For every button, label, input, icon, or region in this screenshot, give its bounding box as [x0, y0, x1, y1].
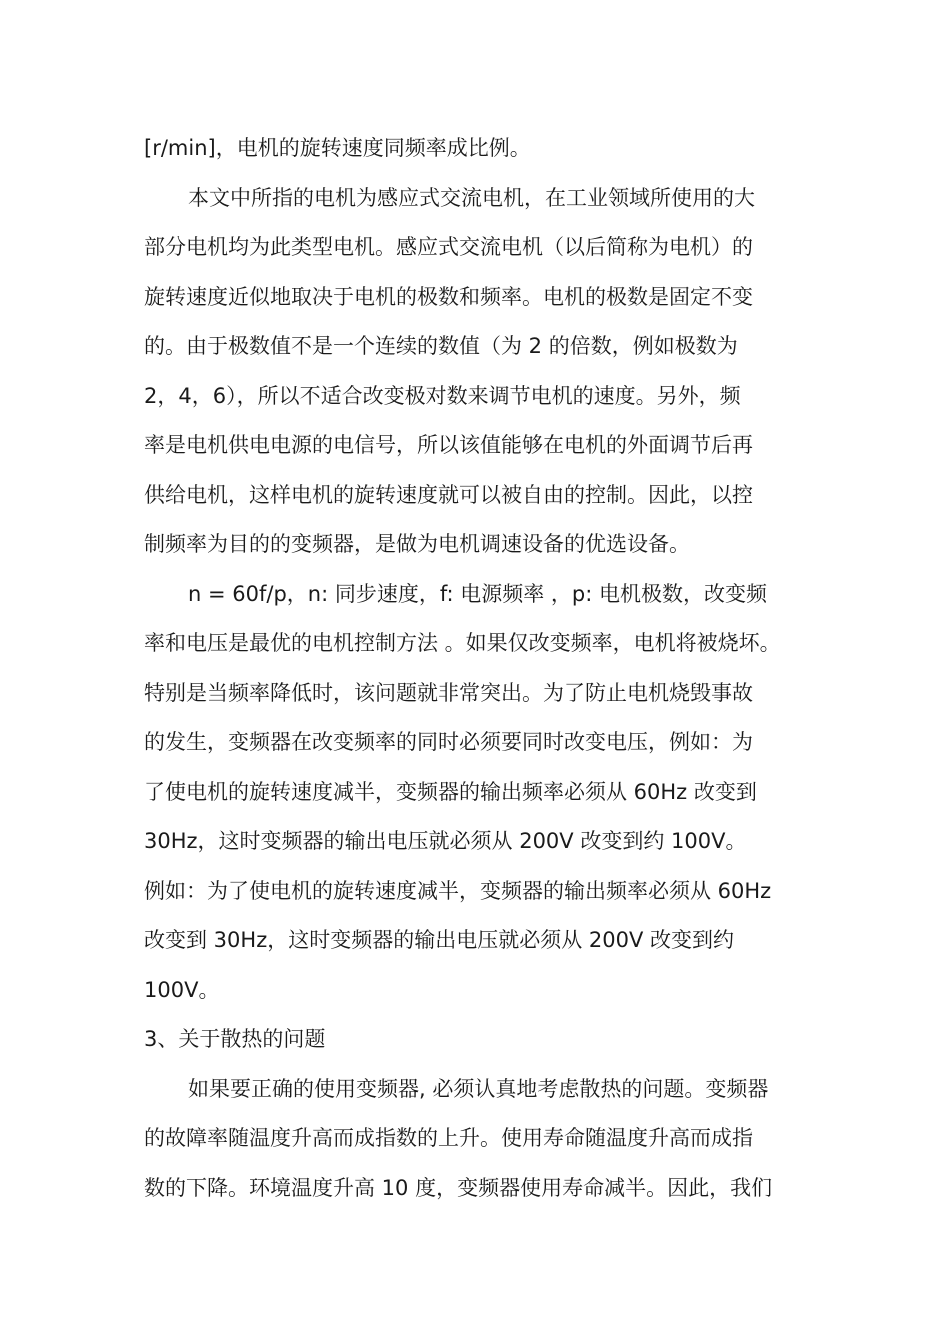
text-line-17: 改变到 30Hz，这时变频器的输出电压就必须从 200V 改变到约	[144, 928, 735, 952]
text-line-10: n = 60f/p，n: 同步速度，f: 电源频率 ，p: 电机极数，改变频	[188, 581, 767, 606]
text-line-4: 旋转速度近似地取决于电机的极数和频率。电机的极数是固定不变	[144, 284, 753, 309]
text-line-13: 的发生，变频器在改变频率的同时必须要同时改变电压，例如：为	[144, 730, 753, 754]
text-line-1: [r/min]，电机的旋转速度同频率成比例。	[144, 136, 531, 160]
text-line-20: 如果要正确的使用变频器, 必须认真地考虑散热的问题。变频器	[188, 1076, 769, 1101]
text-line-6: 2，4，6），所以不适合改变极对数来调节电机的速度。另外，频	[144, 383, 741, 408]
text-line-18: 100V。	[144, 977, 220, 1002]
text-line-8: 供给电机，这样电机的旋转速度就可以被自由的控制。因此，以控	[144, 482, 753, 507]
text-line-9: 制频率为目的的变频器，是做为电机调速设备的优选设备。	[144, 532, 690, 556]
text-line-7: 率是电机供电电源的电信号，所以该值能够在电机的外面调节后再	[144, 433, 753, 457]
text-line-21: 的故障率随温度升高而成指数的上升。使用寿命随温度升高而成指	[144, 1126, 753, 1150]
section-heading: 3、关于散热的问题	[144, 1027, 326, 1051]
text-line-12: 特别是当频率降低时，该问题就非常突出。为了防止电机烧毁事故	[144, 680, 753, 705]
text-line-3: 部分电机均为此类型电机。感应式交流电机（以后简称为电机）的	[144, 235, 753, 259]
text-line-5: 的。由于极数值不是一个连续的数值（为 2 的倍数，例如极数为	[144, 334, 738, 358]
text-line-14: 了使电机的旋转速度减半，变频器的输出频率必须从 60Hz 改变到	[144, 779, 757, 804]
document-body	[144, 124, 816, 1213]
text-line-15: 30Hz，这时变频器的输出电压就必须从 200V 改变到约 100V。	[144, 829, 747, 853]
text-line-11: 率和电压是最优的电机控制方法 。如果仅改变频率，电机将被烧坏。	[144, 631, 781, 655]
text-line-22: 数的下降。环境温度升高 10 度，变频器使用寿命减半。因此，我们	[144, 1175, 773, 1200]
text-line-16: 例如：为了使电机的旋转速度减半，变频器的输出频率必须从 60Hz	[144, 878, 772, 903]
text-line-2: 本文中所指的电机为感应式交流电机，在工业领域所使用的大	[188, 185, 755, 210]
